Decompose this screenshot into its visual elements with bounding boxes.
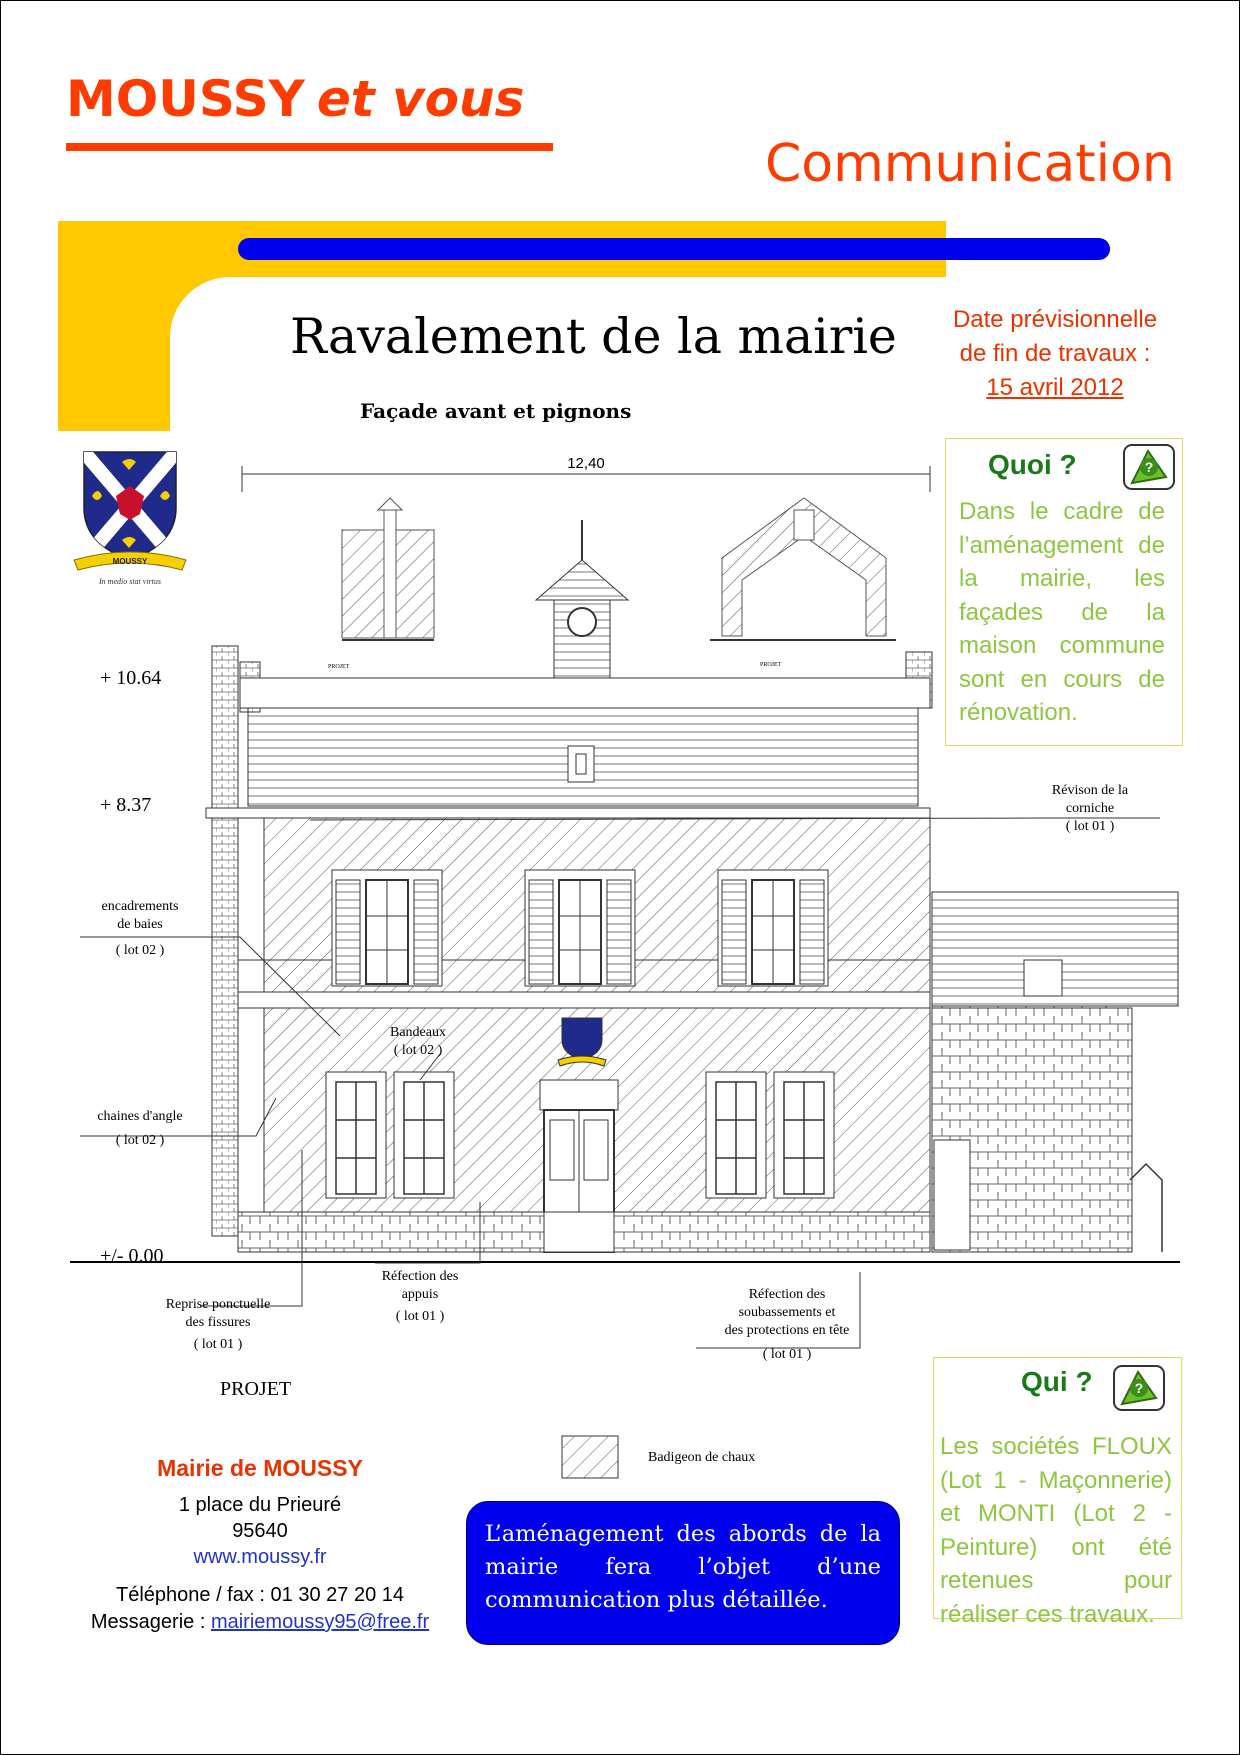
brand-main: MOUSSY <box>66 70 305 128</box>
qui-text: Les sociétés FLOUX (Lot 1 - Maçonnerie) et MONTI (Lot 2 - Peinture) ont été retenues pour réaliser ces travaux. <box>940 1433 1172 1628</box>
quoi-text: Dans le cadre de l’aménagement de la mairie, les façades de la maison commune sont en cours de rénovation. <box>959 498 1165 726</box>
qui-box <box>933 1357 1182 1628</box>
annot-chaines-1: chaines d'angle <box>97 1109 183 1124</box>
upper-windows <box>332 870 828 986</box>
svg-text:?: ? <box>1144 459 1154 475</box>
phone-line <box>70 1582 450 1609</box>
section-right-label: PROJET <box>760 662 782 668</box>
brand-sub: et vous <box>316 70 525 128</box>
level-top: + 10.64 <box>100 667 162 689</box>
quoi-heading: Quoi ? <box>988 449 1077 480</box>
section-title: Communication <box>765 134 1175 194</box>
annot-baies-2: de baies <box>117 917 163 932</box>
help-icon <box>1112 1364 1166 1412</box>
help-icon <box>1122 443 1176 491</box>
legend-label: Badigeon de chaux <box>648 1450 756 1465</box>
quoi-box <box>945 438 1183 746</box>
annot-baies-lot: ( lot 02 ) <box>115 943 165 958</box>
qui-heading: Qui ? <box>1021 1366 1093 1397</box>
annot-corniche-lot: ( lot 01 ) <box>1065 819 1115 834</box>
date-label-2: de fin de travaux : <box>959 340 1151 367</box>
date-box <box>935 303 1175 405</box>
contact-block <box>70 1455 450 1636</box>
annot-corniche-2: corniche <box>1065 801 1115 816</box>
article-title: Ravalement de la mairie <box>290 308 897 365</box>
mairie-name: Mairie de MOUSSY <box>157 1455 363 1481</box>
annot-bandeaux-lot: ( lot 02 ) <box>393 1043 443 1058</box>
annot-chaines-lot: ( lot 02 ) <box>115 1133 165 1148</box>
mairie-postcode: 95640 <box>232 1520 288 1542</box>
section-left-label: PROJET <box>328 664 350 670</box>
annot-corniche-1: Révison de la <box>1051 783 1129 798</box>
width-dimension: 12,40 <box>567 455 605 472</box>
projet-label: PROJET <box>220 1378 292 1400</box>
annot-baies-1: encadrements <box>101 899 179 914</box>
brand-title <box>66 70 525 128</box>
note-text: L’aménagement des abords de la mairie fera l’objet d’une communication plus détaillée. <box>485 1521 881 1613</box>
annot-soub-lot: ( lot 01 ) <box>762 1347 812 1362</box>
annot-bandeaux-1: Bandeaux <box>390 1025 446 1040</box>
annot-appuis-lot: ( lot 01 ) <box>395 1309 445 1324</box>
annot-fissures-lot: ( lot 01 ) <box>193 1337 243 1352</box>
mail-link[interactable]: mairiemoussy95@free.fr <box>210 1611 430 1633</box>
annot-appuis-2: appuis <box>401 1287 439 1302</box>
mairie-website[interactable]: www.moussy.fr <box>193 1546 327 1568</box>
date-value: 15 avril 2012 <box>986 374 1124 401</box>
phone-number: 01 30 27 20 14 <box>270 1584 404 1606</box>
mail-label: Messagerie : <box>90 1611 206 1633</box>
annot-appuis-1: Réfection des <box>381 1269 459 1284</box>
annot-fissures-2: des fissures <box>185 1315 251 1330</box>
note-box <box>466 1501 900 1645</box>
legend-swatch <box>562 1436 618 1478</box>
annot-soub-1: Réfection des <box>748 1287 826 1302</box>
annot-soub-2: soubassements et <box>738 1305 836 1320</box>
brand-underline <box>66 143 553 151</box>
mairie-address: 1 place du Prieuré <box>178 1494 342 1516</box>
level-ground: +/- 0.00 <box>100 1245 164 1267</box>
svg-text:?: ? <box>1134 1380 1144 1396</box>
section-sketch-left <box>328 498 434 670</box>
annot-soub-3: des protections en tête <box>724 1323 850 1338</box>
section-sketch-right <box>710 498 896 668</box>
blue-bar <box>238 238 1110 260</box>
level-cornice: + 8.37 <box>100 794 152 816</box>
annot-fissures-1: Reprise ponctuelle <box>165 1297 271 1312</box>
crest-banner: MOUSSY <box>112 557 148 566</box>
mail-line <box>70 1609 450 1636</box>
phone-label: Téléphone / fax : <box>115 1584 265 1606</box>
crest-motto: In medio stat virtus <box>99 577 161 586</box>
article-subtitle: Façade avant et pignons <box>360 399 632 423</box>
date-label-1: Date prévisionnelle <box>952 306 1158 333</box>
